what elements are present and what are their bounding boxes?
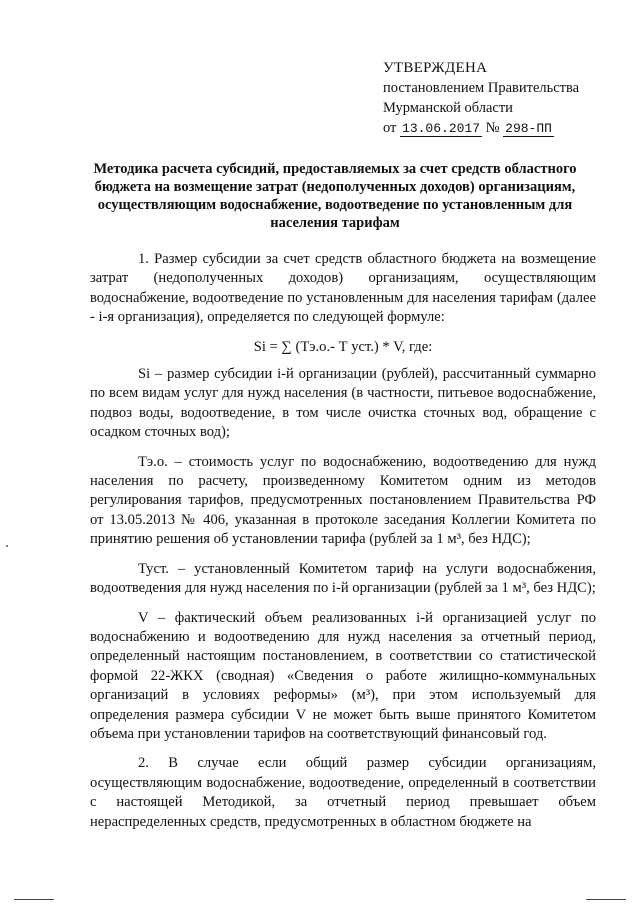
scan-speck bbox=[6, 545, 8, 547]
definition-si: Si – размер субсидии i-й организации (рублей), рассчитанный суммарно по всем видам услуг для нужд населения (в частности, питьевое водоснабжение, подвоз воды, водоотведение, в том числе очистка сточных вод, обращение с осадком сточных вод); bbox=[90, 366, 596, 441]
approval-heading: УТВЕРЖДЕНА bbox=[383, 60, 488, 76]
paragraph-2: 2. В случае если общий размер субсидии организациям, осуществляющим водоснабжение, водоотведение, определенный в соответствии с настоящей Методикой, за отчетный период превышает объем нераспределенных средств, предусмотренных в областном бюджете на bbox=[90, 755, 596, 830]
approval-date: 13.06.2017 bbox=[402, 121, 481, 136]
approval-block bbox=[383, 58, 613, 139]
date-prefix: от bbox=[383, 120, 397, 136]
footer-rule-right bbox=[586, 899, 626, 900]
document-body bbox=[90, 250, 596, 842]
definition-teo: Тэ.о. – стоимость услуг по водоснабжению, водоотведению для нужд населения по расчету, произведенному Комитетом одним из методов регулирования тарифов, предусмотренных постановлением Правительства РФ от 13.05.2013 № 406, указанная в протоколе заседания Коллегии Комитета по принятию решения об установлении тарифа (рублей за 1 м³, без НДС); bbox=[90, 453, 596, 548]
number-prefix: № bbox=[485, 120, 500, 136]
definition-v: V – фактический объем реализованных i-й организацией услуг по водоснабжению и водоотведению для нужд населения за отчетный период, определенный настоящим постановлением, в соответствии со статистической формой 22-ЖКХ (сводная) «Сведения о работе жилищно-коммунальных организаций в условиях реформы» (м³), при этом используемый для определения размера субсидии V не может быть выше принятого Комитетом объема при установлении тарифов на соответствующий финансовый год. bbox=[90, 609, 596, 742]
document-title: Методика расчета субсидий, предоставляемых за счет средств областного бюджета на возмещение затрат (недополученных доходов) организациям, осуществляющим водоснабжение, водоотведение по установленным для населения тарифам bbox=[93, 161, 577, 231]
definition-tust: Туст. – установленный Комитетом тариф на услуги водоснабжения, водоотведения для нужд населения по i-й организации (рублей за 1 м³, без НДС); bbox=[90, 560, 596, 597]
paragraph-1: 1. Размер субсидии за счет средств областного бюджета на возмещение затрат (недополученных доходов) организациям, осуществляющим водоснабжение, водоотведение по установленным для населения тарифам (далее - i-я организация), определяется по следующей формуле: bbox=[90, 251, 596, 326]
footer-rule-left bbox=[14, 899, 54, 900]
approval-line-2: Мурманской области bbox=[383, 100, 513, 116]
formula: Si = ∑ (Тэ.о.- Т уст.) * V, где: bbox=[253, 338, 433, 355]
approval-date-line bbox=[383, 118, 613, 139]
approval-number: 298-ПП bbox=[505, 121, 552, 136]
approval-line-1: постановлением Правительства bbox=[383, 80, 580, 96]
